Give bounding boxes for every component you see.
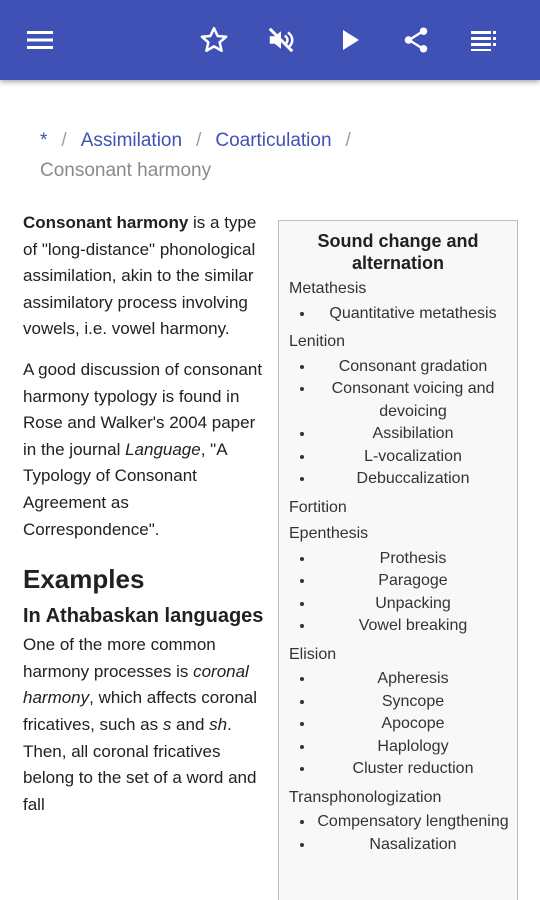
- infobox-title: Sound change and alternation: [317, 231, 479, 273]
- infobox-group-label: Transphonologization: [289, 788, 442, 806]
- infobox-list-item[interactable]: • Compensatory lengthening: [315, 811, 517, 834]
- infobox-list-item[interactable]: • Paragoge: [315, 570, 517, 593]
- breadcrumb-link-assimilation[interactable]: Assimilation: [80, 130, 183, 151]
- infobox-list-item[interactable]: • L-vocalization: [315, 446, 517, 469]
- breadcrumb-link-coarticulation[interactable]: Coarticulation: [215, 130, 332, 151]
- play-icon[interactable]: [332, 22, 368, 58]
- breadcrumb-separator: /: [345, 130, 351, 151]
- infobox-group-label: Elision: [289, 645, 337, 663]
- menu-icon[interactable]: [22, 22, 58, 58]
- infobox-list-item[interactable]: • Prothesis: [315, 548, 517, 571]
- list-icon[interactable]: [466, 22, 502, 58]
- infobox-list: [279, 811, 517, 856]
- article-body: [23, 210, 268, 832]
- breadcrumb-separator: /: [61, 130, 67, 151]
- infobox-list-item[interactable]: • Debuccalization: [315, 468, 517, 491]
- article-term: Consonant harmony: [23, 213, 189, 232]
- infobox-group-label: Lenition: [289, 333, 346, 350]
- infobox-list-item[interactable]: • Apocope: [315, 713, 517, 736]
- paragraph-intro: Consonant harmony is a type of "long-distance" phonological assimilation, akin to the similar assimilatory process involving vowels, i.e. vowel harmony.: [23, 213, 257, 339]
- infobox-group-label: Fortition: [289, 498, 347, 516]
- volume-off-icon[interactable]: [263, 22, 299, 58]
- breadcrumb: [40, 126, 510, 186]
- infobox-list-item[interactable]: • Nasalization: [315, 834, 517, 857]
- infobox-list: [279, 668, 517, 781]
- infobox-group-label: Metathesis: [289, 280, 367, 297]
- heading-athabaskan: In Athabaskan languages: [23, 605, 264, 628]
- paragraph-coronal-harmony: One of the more common harmony processes is coronal harmony, which affects coronal fricatives, such as s and sh. Then, all coronal fricatives belong to the set of a word and fall: [23, 635, 258, 814]
- infobox-list-item[interactable]: • Consonant voicing and devoicing: [315, 378, 517, 423]
- heading-examples: Examples: [23, 564, 145, 595]
- infobox-list-item[interactable]: • Haplology: [315, 736, 517, 759]
- share-icon[interactable]: [398, 22, 434, 58]
- breadcrumb-current: Consonant harmony: [40, 160, 212, 181]
- breadcrumb-home-link[interactable]: *: [40, 130, 48, 151]
- star-icon[interactable]: [196, 22, 232, 58]
- paragraph-typology: A good discussion of consonant harmony typology is found in Rose and Walker's 2004 paper in the journal Language, "A Typology of Consonant Agreement as Correspondence".: [23, 359, 263, 539]
- infobox-list-item[interactable]: • Apheresis: [315, 668, 517, 691]
- infobox-list: [279, 548, 517, 638]
- infobox-list-item[interactable]: • Assibilation: [315, 423, 517, 446]
- app-toolbar: [0, 0, 540, 80]
- breadcrumb-separator: /: [196, 130, 202, 151]
- infobox-groups: [279, 278, 517, 856]
- infobox-group-label: Epenthesis: [289, 525, 369, 542]
- infobox-list-item[interactable]: • Consonant gradation: [315, 356, 517, 379]
- infobox-list: [279, 356, 517, 491]
- infobox-list-item[interactable]: • Cluster reduction: [315, 758, 517, 781]
- article-content: [0, 80, 540, 900]
- infobox-sound-change: [278, 220, 518, 900]
- infobox-list-item[interactable]: • Syncope: [315, 691, 517, 714]
- infobox-list-item[interactable]: • Quantitative metathesis: [315, 303, 517, 326]
- infobox-list: [279, 303, 517, 326]
- infobox-list-item[interactable]: • Vowel breaking: [315, 615, 517, 638]
- infobox-list-item[interactable]: • Unpacking: [315, 593, 517, 616]
